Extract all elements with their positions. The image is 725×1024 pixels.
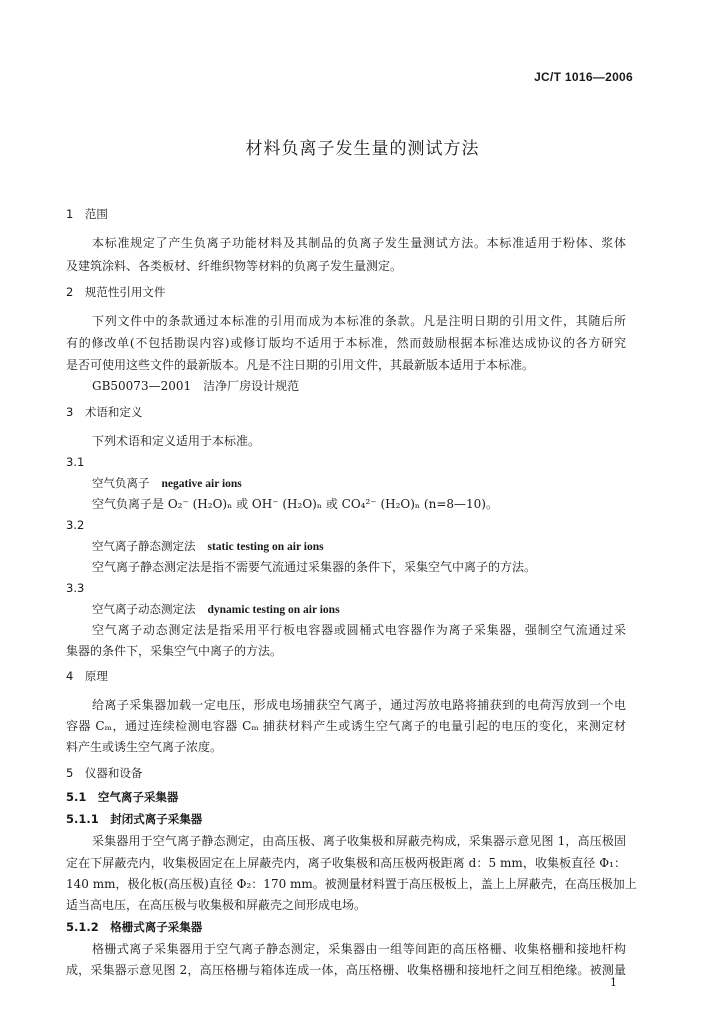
clause-5-1-2-heading: 5.1.2 格栅式离子采集器 bbox=[66, 920, 203, 934]
section-3-intro: 下列术语和定义适用于本标准。 bbox=[92, 434, 261, 448]
clause-3-2-number: 3.2 bbox=[66, 518, 85, 532]
term-cn: 空气负离子 bbox=[92, 476, 150, 490]
term-cn: 空气离子静态测定法 bbox=[92, 539, 196, 553]
clause-3-1-number: 3.1 bbox=[66, 455, 85, 469]
clause-3-3-definition-line-2: 集器的条件下，采集空气中离子的方法。 bbox=[66, 644, 283, 658]
section-4-heading: 4 原理 bbox=[66, 669, 108, 683]
clause-5-1-2-line-2: 成，采集器示意见图 2，高压格栅与箱体连成一体，高压格栅、收集格栅和接地杆之间互相绝缘。被测量 bbox=[66, 963, 626, 977]
clause-5-1-heading: 5.1 空气离子采集器 bbox=[66, 790, 179, 804]
clause-3-3-definition-line-1: 空气离子动态测定法是指采用平行板电容器或圆桶式电容器作为离子采集器，强制空气流通过采 bbox=[92, 623, 626, 637]
clause-3-2-term bbox=[92, 539, 324, 554]
clause-5-1-1-line-1: 采集器用于空气离子静态测定，由高压极、离子收集极和屏蔽壳构成，采集器示意见图 1，高压极固 bbox=[92, 834, 626, 848]
section-4-line-2: 容器 Cₘ，通过连续检测电容器 Cₘ 捕获材料产生或诱生空气离子的电量引起的电压的变化，来测定材 bbox=[66, 719, 626, 733]
section-2-heading: 2 规范性引用文件 bbox=[66, 285, 166, 299]
section-4-line-1: 给离子采集器加载一定电压，形成电场捕获空气离子，通过泻放电路将捕获到的电荷泻放到一个电 bbox=[92, 698, 626, 712]
section-2-line-3: 是否可使用这些文件的最新版本。凡是不注日期的引用文件，其最新版本适用于本标准。 bbox=[66, 358, 535, 372]
clause-3-3-number: 3.3 bbox=[66, 581, 85, 595]
term-en: static testing on air ions bbox=[207, 541, 324, 553]
term-en: negative air ions bbox=[161, 478, 242, 490]
section-1-heading: 1 范围 bbox=[66, 207, 108, 221]
section-4-line-3: 料产生或诱生空气离子浓度。 bbox=[66, 740, 223, 754]
clause-5-1-1-line-4: 适当高电压，在高压极与收集极和屏蔽壳之间形成电场。 bbox=[66, 898, 367, 912]
clause-5-1-1-line-2: 定在下屏蔽壳内，收集极固定在上屏蔽壳内，离子收集极和高压极两极距离 d：5 mm，收集板直径 Φ₁： bbox=[66, 856, 626, 870]
clause-3-1-term bbox=[92, 476, 242, 491]
section-2-reference: GB50073—2001 洁净厂房设计规范 bbox=[92, 379, 300, 393]
clause-3-2-definition: 空气离子静态测定法是指不需要气流通过采集器的条件下，采集空气中离子的方法。 bbox=[92, 560, 537, 574]
clause-5-1-1-line-3: 140 mm，极化板(高压极)直径 Φ₂：170 mm。被测量材料置于高压极板上，盖上上屏蔽壳，在高压极加上 bbox=[66, 877, 637, 891]
section-5-heading: 5 仪器和设备 bbox=[66, 766, 143, 780]
section-2-line-2: 有的修改单(不包括勘误内容)或修订版均不适用于本标准，然而鼓励根据本标准达成协议的各方研究 bbox=[66, 336, 626, 350]
page-number: 1 bbox=[610, 976, 617, 989]
section-3-heading: 3 术语和定义 bbox=[66, 405, 143, 419]
clause-5-1-1-heading: 5.1.1 封闭式离子采集器 bbox=[66, 812, 203, 826]
document-title: 材料负离子发生量的测试方法 bbox=[245, 139, 480, 159]
section-1-line-1: 本标准规定了产生负离子功能材料及其制品的负离子发生量测试方法。本标准适用于粉体、浆体 bbox=[92, 236, 626, 250]
term-cn: 空气离子动态测定法 bbox=[92, 602, 196, 616]
term-en: dynamic testing on air ions bbox=[207, 604, 340, 616]
clause-5-1-2-line-1: 格栅式离子采集器用于空气离子静态测定，采集器由一组等间距的高压格栅、收集格栅和接地杆构 bbox=[92, 942, 626, 956]
clause-3-3-term bbox=[92, 602, 340, 617]
standard-code: JC/T 1016—2006 bbox=[534, 70, 633, 84]
clause-3-1-definition: 空气负离子是 O₂⁻ (H₂O)ₙ 或 OH⁻ (H₂O)ₙ 或 CO₄²⁻ (H₂O)ₙ (n=8—10)。 bbox=[92, 497, 498, 511]
section-2-line-1: 下列文件中的条款通过本标准的引用而成为本标准的条款。凡是注明日期的引用文件，其随后所 bbox=[92, 314, 626, 328]
section-1-line-2: 及建筑涂料、各类板材、纤维织物等材料的负离子发生量测定。 bbox=[66, 259, 403, 273]
